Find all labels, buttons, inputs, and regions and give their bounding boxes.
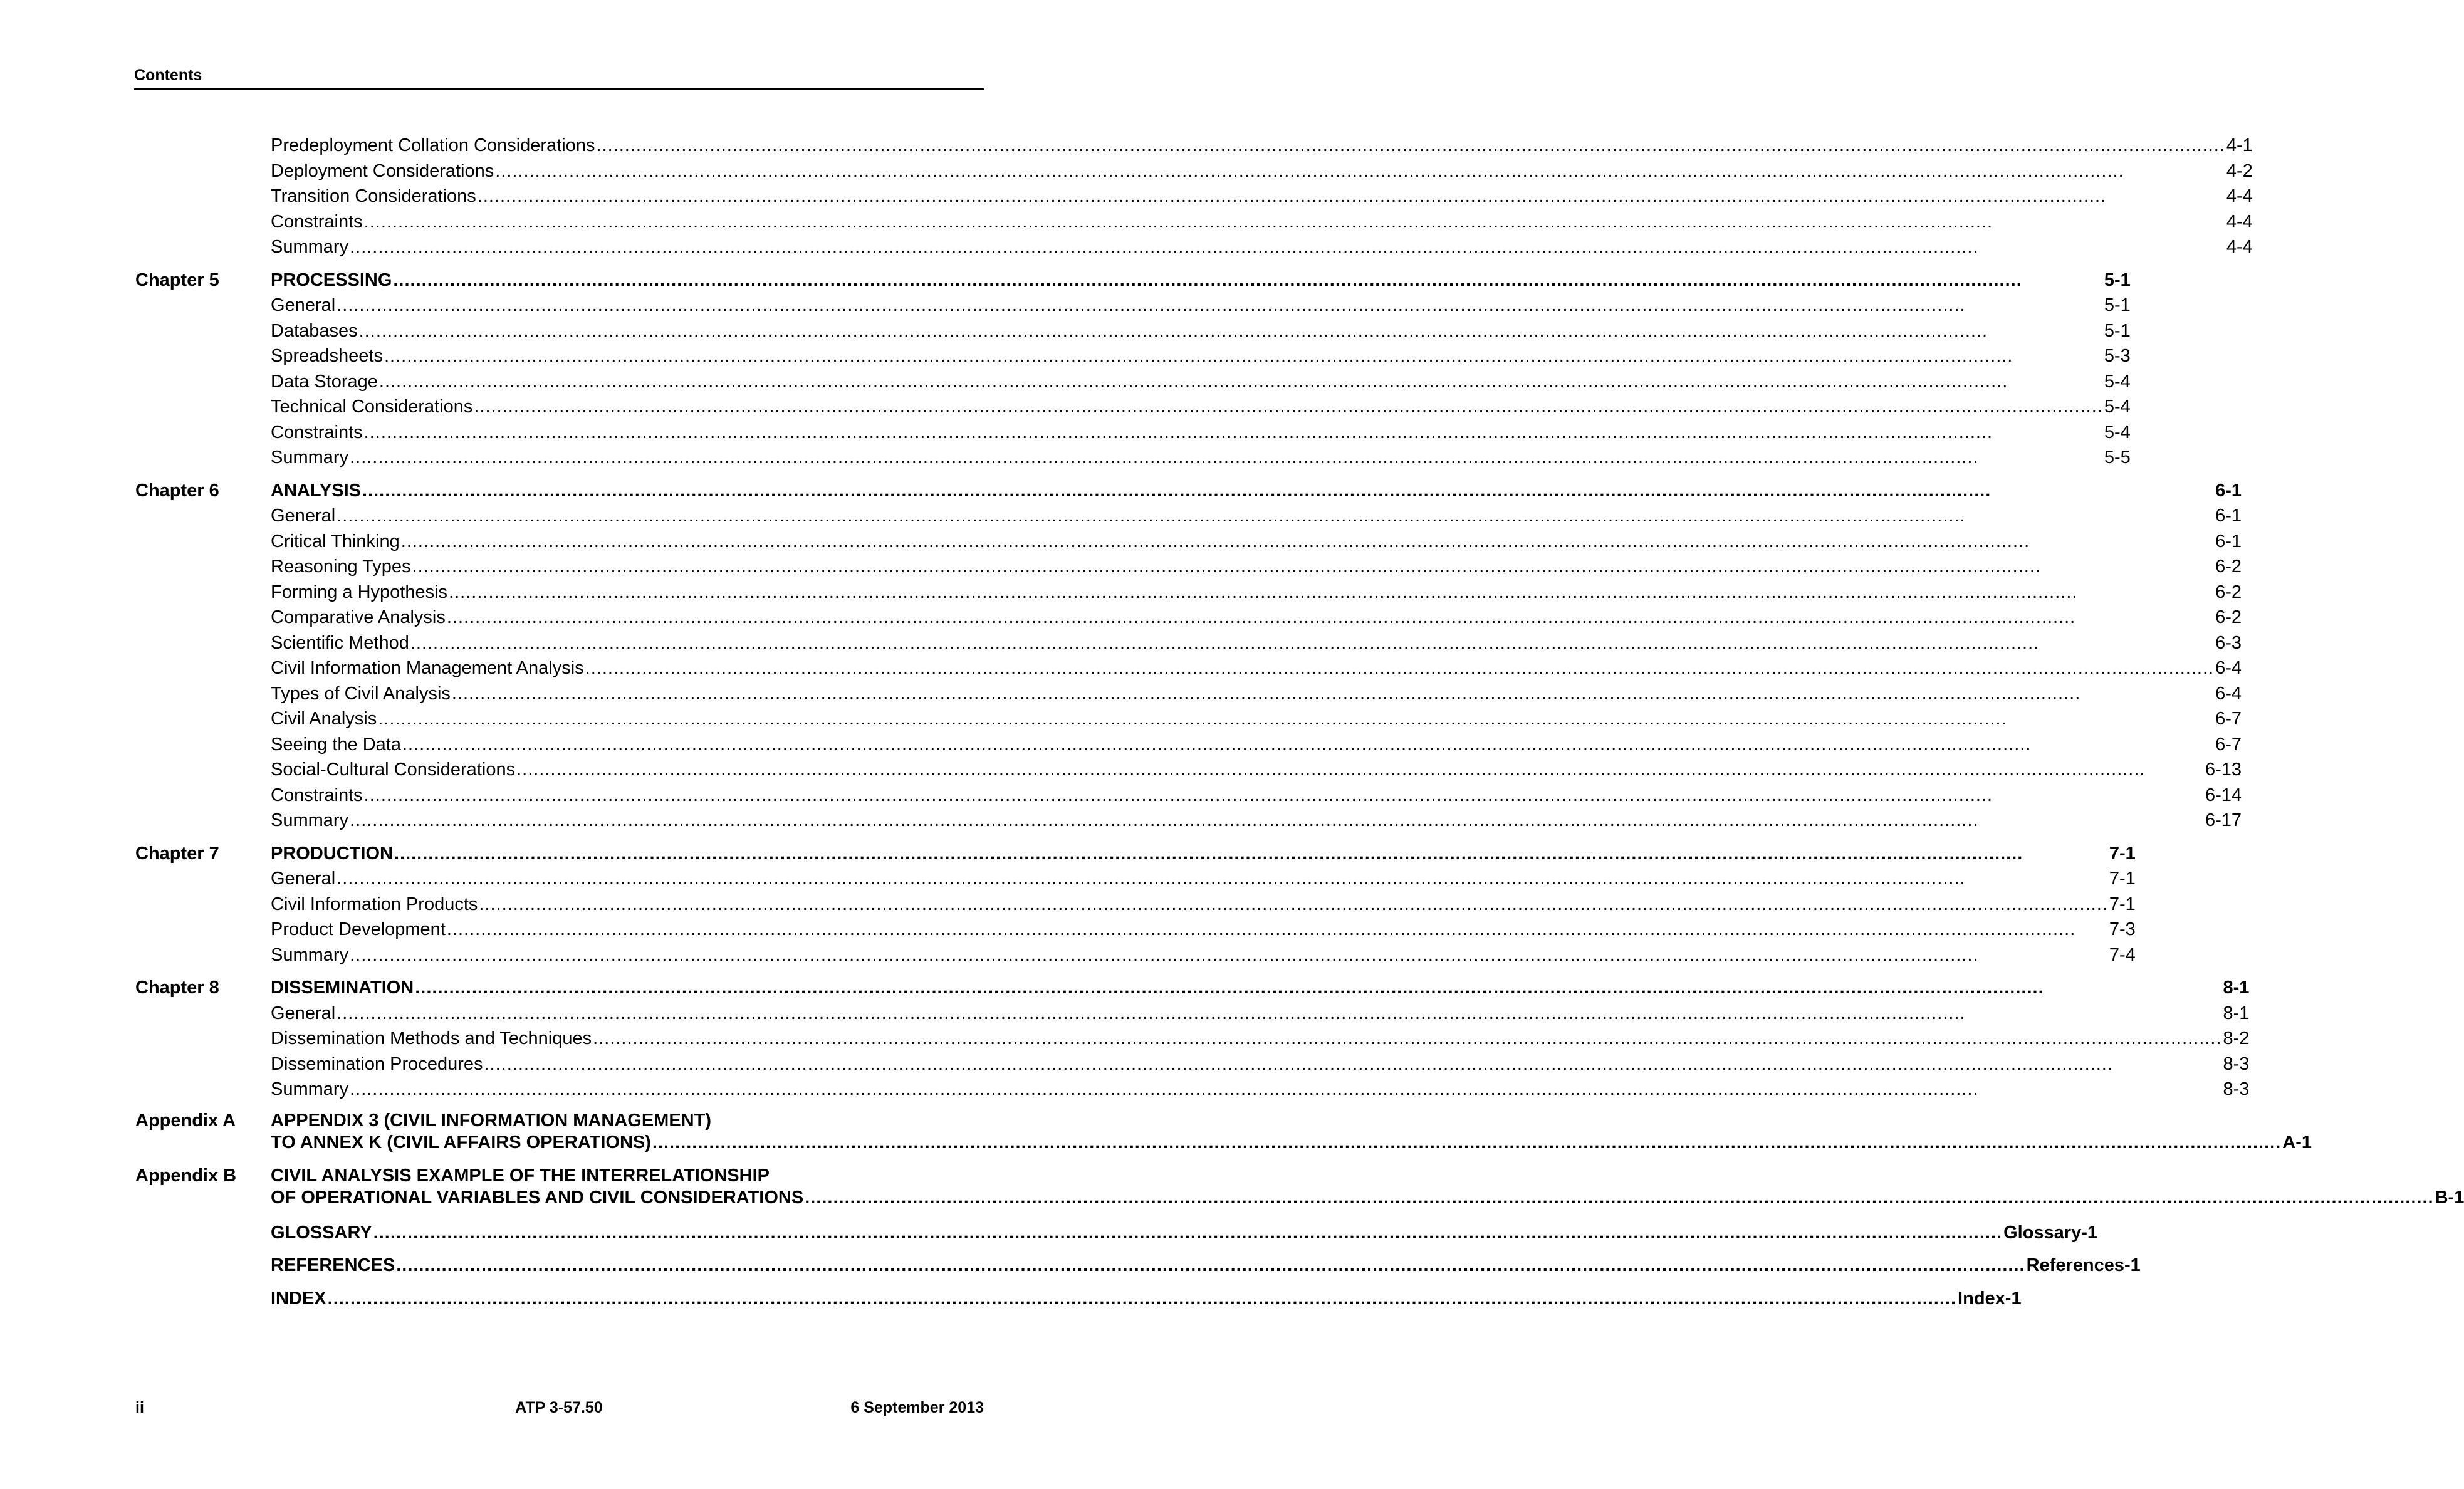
toc-entry-title: Summary xyxy=(271,944,349,965)
dot-leader xyxy=(401,529,2214,555)
dot-leader xyxy=(337,503,2214,529)
toc-entry-page: 6-2 xyxy=(2215,582,2242,602)
footer-doc-id: ATP 3-57.50 xyxy=(515,1399,603,1416)
toc-entry-title: Social-Cultural Considerations xyxy=(271,760,516,780)
toc-entry-page: 7-3 xyxy=(2109,919,2136,939)
toc-entry-page: 6-17 xyxy=(2205,810,2242,830)
dot-leader xyxy=(484,1052,2221,1077)
dot-leader xyxy=(337,293,2103,318)
toc-entry-page: 5-3 xyxy=(2104,346,2131,366)
toc-entry-page: 6-7 xyxy=(2215,709,2242,729)
toc-entry[interactable] xyxy=(271,209,2253,235)
toc-entry-page: 6-13 xyxy=(2205,760,2242,780)
dot-leader xyxy=(378,706,2214,732)
toc-entry-page: 8-2 xyxy=(2223,1028,2250,1048)
back-matter-entry[interactable] xyxy=(271,1253,2141,1278)
toc-entry-page: 6-4 xyxy=(2215,683,2242,704)
toc-entry-page: 6-7 xyxy=(2215,734,2242,755)
toc-entry-title: Constraints xyxy=(271,785,363,805)
toc-entry-title: Civil Information Products xyxy=(271,894,478,914)
toc-entry-page: 6-14 xyxy=(2205,785,2242,805)
toc-entry-title: Summary xyxy=(271,447,349,468)
dot-leader xyxy=(447,917,2108,943)
toc-entry-title: DISSEMINATION xyxy=(271,978,414,998)
toc-entry[interactable] xyxy=(271,580,2242,605)
toc-group xyxy=(135,268,2131,471)
dot-leader xyxy=(415,975,2221,1001)
toc-entry-page: Glossary-1 xyxy=(2003,1222,2097,1243)
dot-leader xyxy=(350,943,2108,968)
back-matter-group xyxy=(135,1220,2097,1246)
dot-leader xyxy=(393,268,2102,293)
toc-entry-page: 5-1 xyxy=(2104,269,2131,290)
toc-entry-title: Civil Analysis xyxy=(271,709,377,729)
toc-entry-title: Summary xyxy=(271,1079,349,1099)
toc-entry[interactable] xyxy=(271,630,2242,656)
toc-entry-page: 7-1 xyxy=(2109,894,2136,914)
toc-entry[interactable] xyxy=(271,293,2131,318)
toc-entry-title: Constraints xyxy=(271,422,363,442)
dot-leader xyxy=(350,1077,2221,1102)
dot-leader xyxy=(373,1220,2002,1246)
toc-entry[interactable] xyxy=(271,732,2242,758)
dot-leader xyxy=(805,1187,2433,1209)
back-matter-entries xyxy=(271,1220,2097,1246)
header-title: Contents xyxy=(134,66,202,84)
toc-entry[interactable] xyxy=(271,757,2242,783)
dot-leader xyxy=(447,605,2214,630)
chapter-label: Chapter 7 xyxy=(135,843,219,864)
toc-entry-title: PROCESSING xyxy=(271,269,392,290)
toc-entry[interactable] xyxy=(271,529,2242,555)
toc-entry[interactable] xyxy=(271,656,2242,681)
toc-entry-title: Deployment Considerations xyxy=(271,160,494,181)
toc-entry[interactable] xyxy=(271,420,2131,446)
footer-page-number: ii xyxy=(135,1399,144,1416)
toc-entry-title: General xyxy=(271,506,336,526)
dot-leader xyxy=(478,184,2225,209)
toc-entry[interactable] xyxy=(271,318,2131,344)
toc-entry-title: GLOSSARY xyxy=(271,1222,372,1243)
toc-group-entries xyxy=(271,478,2242,833)
toc-entry-page: 8-3 xyxy=(2223,1079,2250,1099)
toc-entry-page: 5-4 xyxy=(2104,371,2131,392)
toc-entry[interactable] xyxy=(271,866,2136,892)
dot-leader xyxy=(337,866,2108,892)
toc-entry-title: Data Storage xyxy=(271,371,378,392)
chapter-label: Chapter 8 xyxy=(135,978,219,998)
toc-entry[interactable] xyxy=(271,394,2131,420)
dot-leader xyxy=(449,580,2214,605)
toc-entry-title: Seeing the Data xyxy=(271,734,401,755)
dot-leader xyxy=(379,369,2103,395)
toc-entry-page: 5-4 xyxy=(2104,422,2131,442)
toc-entry-page: 8-1 xyxy=(2223,978,2250,998)
dot-leader xyxy=(596,133,2225,159)
back-matter-entries xyxy=(271,1286,2022,1312)
toc-entry-page: 8-3 xyxy=(2223,1053,2250,1074)
toc-entry-title: REFERENCES xyxy=(271,1255,395,1275)
dot-leader xyxy=(364,209,2225,235)
toc-entry-page: 6-1 xyxy=(2215,506,2242,526)
toc-entry[interactable] xyxy=(271,943,2136,968)
toc-entry-page: 6-1 xyxy=(2215,531,2242,551)
chapter-label: Chapter 5 xyxy=(135,269,219,290)
toc-entry-title: General xyxy=(271,1003,336,1023)
toc-entry-page: 6-2 xyxy=(2215,607,2242,627)
dot-leader xyxy=(593,1026,2221,1052)
dot-leader xyxy=(328,1286,1956,1312)
dot-leader xyxy=(410,630,2214,656)
toc-entry-page: References-1 xyxy=(2026,1255,2141,1275)
back-matter-entries xyxy=(271,1253,2141,1278)
chapter-heading-entry[interactable] xyxy=(271,478,2242,504)
toc-entry-page: 4-2 xyxy=(2226,160,2253,181)
toc-entry[interactable] xyxy=(271,605,2242,630)
toc-entry-page: 6-4 xyxy=(2215,658,2242,678)
toc-entry-title: Product Development xyxy=(271,919,446,939)
toc-group xyxy=(135,478,2242,833)
toc-entry[interactable] xyxy=(271,1026,2249,1052)
toc-entry-title: TO ANNEX K (CIVIL AFFAIRS OPERATIONS) xyxy=(271,1132,651,1152)
toc-entry-page: 5-5 xyxy=(2104,447,2131,468)
toc-entry[interactable] xyxy=(271,917,2136,943)
toc-entry-page: 4-4 xyxy=(2226,186,2253,206)
toc-entry-title: PRODUCTION xyxy=(271,843,393,864)
toc-entry-page: B-1 xyxy=(2435,1187,2464,1208)
toc-group-entries xyxy=(271,975,2249,1102)
footer-date: 6 September 2013 xyxy=(850,1399,984,1416)
toc-entry-title: Databases xyxy=(271,320,358,341)
toc-entry-page: 5-4 xyxy=(2104,397,2131,417)
toc-entry-title: Critical Thinking xyxy=(271,531,400,551)
toc-entry[interactable] xyxy=(271,503,2242,529)
dot-leader xyxy=(585,656,2214,681)
appendix-label: Appendix A xyxy=(135,1110,236,1131)
toc-entry-title: ANALYSIS xyxy=(271,480,361,501)
dot-leader xyxy=(350,445,2103,471)
chapter-heading-entry[interactable] xyxy=(271,841,2136,867)
toc-entry-page: 4-4 xyxy=(2226,237,2253,257)
table-of-contents xyxy=(135,133,2464,1319)
toc-entry[interactable] xyxy=(271,554,2242,580)
toc-entry[interactable] xyxy=(271,343,2131,369)
toc-entry-page: 7-1 xyxy=(2109,869,2136,889)
toc-entry-title: Summary xyxy=(271,810,349,830)
toc-entry[interactable] xyxy=(271,1052,2249,1077)
toc-entry-title: Comparative Analysis xyxy=(271,607,446,627)
toc-entry-title: Predeployment Collation Considerations xyxy=(271,135,595,155)
toc-entry-title: Technical Considerations xyxy=(271,397,473,417)
toc-entry[interactable] xyxy=(271,234,2253,260)
toc-entry[interactable] xyxy=(271,1077,2249,1102)
toc-entry-page: 6-2 xyxy=(2215,556,2242,577)
toc-entry-title: Forming a Hypothesis xyxy=(271,582,448,602)
toc-entry-title: General xyxy=(271,869,336,889)
appendix-title-line1: CIVIL ANALYSIS EXAMPLE OF THE INTERRELATIONSHIP xyxy=(271,1165,770,1186)
toc-entry-page: 7-4 xyxy=(2109,944,2136,965)
toc-entry-title: General xyxy=(271,295,336,315)
toc-group-entries xyxy=(271,841,2136,968)
back-matter-spacer xyxy=(135,1220,271,1246)
chapter-heading-entry[interactable] xyxy=(271,268,2131,293)
toc-entry-page: 4-4 xyxy=(2226,211,2253,232)
toc-entry-title: Summary xyxy=(271,237,349,257)
toc-entry-page: 8-1 xyxy=(2223,1003,2250,1023)
chapter-label: Chapter 6 xyxy=(135,480,219,501)
dot-leader xyxy=(652,1132,2281,1154)
chapter-heading-entry[interactable] xyxy=(271,975,2249,1001)
toc-entry-title: Constraints xyxy=(271,211,363,232)
toc-entry[interactable] xyxy=(271,133,2253,159)
chapter-label xyxy=(135,133,271,260)
toc-entry-title: Civil Information Management Analysis xyxy=(271,658,584,678)
dot-leader xyxy=(394,841,2108,867)
toc-entry[interactable] xyxy=(271,892,2136,917)
appendix-title-line2[interactable] xyxy=(271,1132,2312,1154)
toc-entry[interactable] xyxy=(271,184,2253,209)
toc-entry-page: A-1 xyxy=(2282,1132,2312,1152)
appendix-group xyxy=(135,1110,2312,1154)
toc-entry-title: Spreadsheets xyxy=(271,346,383,366)
toc-entry-page: 6-1 xyxy=(2215,480,2242,501)
back-matter-spacer xyxy=(135,1286,271,1312)
toc-entry-title: Reasoning Types xyxy=(271,556,411,577)
appendix-entries xyxy=(271,1165,2464,1209)
toc-entry-title: Types of Civil Analysis xyxy=(271,683,451,704)
toc-entry[interactable] xyxy=(271,369,2131,395)
toc-entry-page: 5-1 xyxy=(2104,295,2131,315)
dot-leader xyxy=(479,892,2107,917)
dot-leader xyxy=(402,732,2214,758)
toc-entry-page: 4-1 xyxy=(2226,135,2253,155)
toc-entry-page: 5-1 xyxy=(2104,320,2131,341)
toc-entry-title: OF OPERATIONAL VARIABLES AND CIVIL CONSIDERATIONS xyxy=(271,1187,804,1208)
appendix-group xyxy=(135,1165,2464,1209)
toc-entry-title: Dissemination Methods and Techniques xyxy=(271,1028,592,1048)
dot-leader xyxy=(359,318,2103,344)
toc-entry-title: INDEX xyxy=(271,1288,326,1309)
back-matter-spacer xyxy=(135,1253,271,1278)
toc-group xyxy=(135,975,2250,1102)
toc-entry[interactable] xyxy=(271,445,2131,471)
appendix-label: Appendix B xyxy=(135,1165,237,1186)
dot-leader xyxy=(396,1253,2025,1278)
toc-entry-page: 7-1 xyxy=(2109,843,2136,864)
toc-group xyxy=(135,133,2253,260)
dot-leader xyxy=(364,783,2204,808)
dot-leader xyxy=(362,478,2214,504)
toc-group xyxy=(135,841,2136,968)
toc-entry-page: Index-1 xyxy=(1958,1288,2022,1309)
toc-entry[interactable] xyxy=(271,681,2242,707)
back-matter-group xyxy=(135,1253,2141,1278)
appendix-title-line1: APPENDIX 3 (CIVIL INFORMATION MANAGEMENT) xyxy=(271,1110,711,1131)
toc-entry[interactable] xyxy=(271,159,2253,184)
back-matter-group xyxy=(135,1286,2022,1312)
toc-entry[interactable] xyxy=(271,808,2242,833)
running-header xyxy=(134,66,984,90)
toc-group-entries xyxy=(271,133,2253,260)
dot-leader xyxy=(495,159,2225,184)
toc-entry-title: Transition Considerations xyxy=(271,186,476,206)
back-matter-entry[interactable] xyxy=(271,1286,2022,1312)
dot-leader xyxy=(384,343,2103,369)
dot-leader xyxy=(350,234,2225,260)
back-matter-entry[interactable] xyxy=(271,1220,2097,1246)
toc-entry[interactable] xyxy=(271,783,2242,808)
dot-leader xyxy=(516,757,2204,783)
dot-leader xyxy=(350,808,2204,833)
toc-entry[interactable] xyxy=(271,706,2242,732)
page-footer xyxy=(134,1399,984,1420)
toc-entry-title: Scientific Method xyxy=(271,632,409,653)
appendix-title-line2[interactable] xyxy=(271,1187,2464,1209)
toc-entry-title: Dissemination Procedures xyxy=(271,1053,483,1074)
toc-entry-page: 6-3 xyxy=(2215,632,2242,653)
dot-leader xyxy=(337,1001,2221,1027)
appendix-entries xyxy=(271,1110,2312,1154)
dot-leader xyxy=(452,681,2214,707)
dot-leader xyxy=(412,554,2215,580)
toc-entry[interactable] xyxy=(271,1001,2249,1027)
dot-leader xyxy=(364,420,2103,446)
toc-group-entries xyxy=(271,268,2131,471)
dot-leader xyxy=(474,394,2102,420)
